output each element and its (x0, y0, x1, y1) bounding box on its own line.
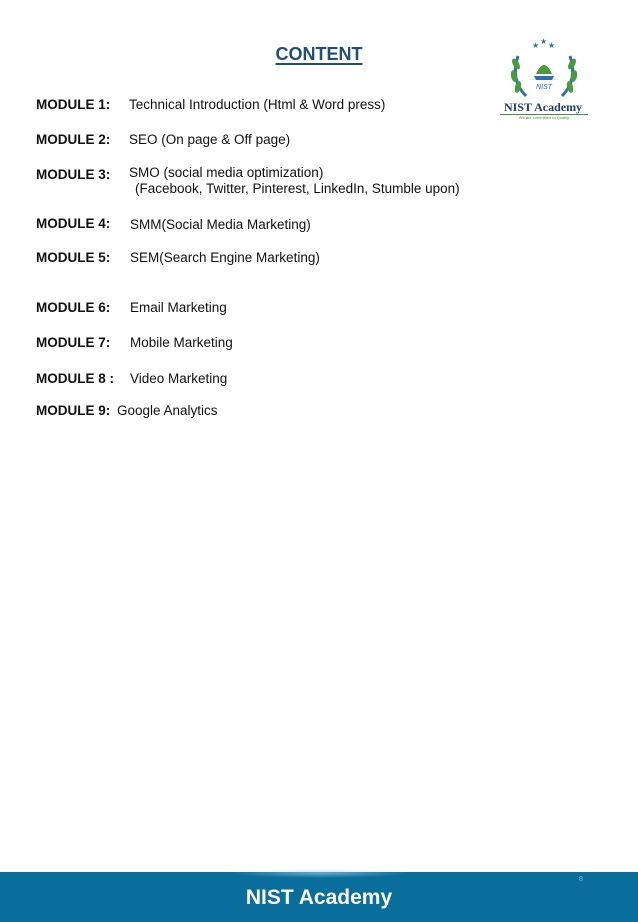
module-label: MODULE 8 : (36, 371, 115, 386)
module-item (36, 132, 291, 147)
module-item (36, 216, 311, 232)
module-text: SMO (social media optimization) (129, 165, 324, 180)
module-item (36, 250, 320, 265)
module-label: MODULE 1: (36, 97, 111, 112)
footer-glow (230, 868, 410, 878)
svg-text:★: ★ (540, 37, 548, 46)
module-text: Mobile Marketing (130, 335, 233, 350)
footer-brand: NIST Academy (245, 886, 393, 909)
module-label: MODULE 9: (36, 403, 111, 418)
module-item (36, 335, 233, 350)
module-item (36, 300, 227, 315)
module-text: Google Analytics (117, 403, 218, 418)
module-item (36, 165, 324, 182)
module-text: Technical Introduction (Html & Word press) (129, 97, 386, 112)
module-label: MODULE 6: (36, 300, 111, 315)
footer-bar (0, 872, 638, 922)
module-label: MODULE 2: (36, 132, 111, 147)
svg-text:★: ★ (548, 41, 556, 50)
module-text: Email Marketing (130, 300, 227, 315)
page-number: 8 (579, 876, 583, 883)
module-label: MODULE 7: (36, 335, 111, 350)
module-text: SMM(Social Media Marketing) (130, 217, 311, 232)
module-subtext: (Facebook, Twitter, Pinterest, LinkedIn, Stumble upon) (135, 181, 460, 196)
module-label: MODULE 4: (36, 216, 111, 231)
logo-badge-text: NIST (536, 84, 552, 91)
page-title: CONTENT (275, 44, 363, 64)
svg-text:★: ★ (532, 41, 540, 50)
module-text: Video Marketing (130, 371, 228, 386)
logo-name: NIST Academy (503, 100, 583, 114)
module-item (36, 97, 386, 112)
module-item (36, 371, 228, 386)
logo-tagline: We are committed to Quality (500, 114, 588, 120)
module-item (36, 403, 218, 418)
module-label: MODULE 5: (36, 250, 111, 265)
module-text: SEM(Search Engine Marketing) (130, 250, 320, 265)
module-text: SEO (On page & Off page) (129, 132, 291, 147)
module-label: MODULE 3: (36, 167, 111, 182)
